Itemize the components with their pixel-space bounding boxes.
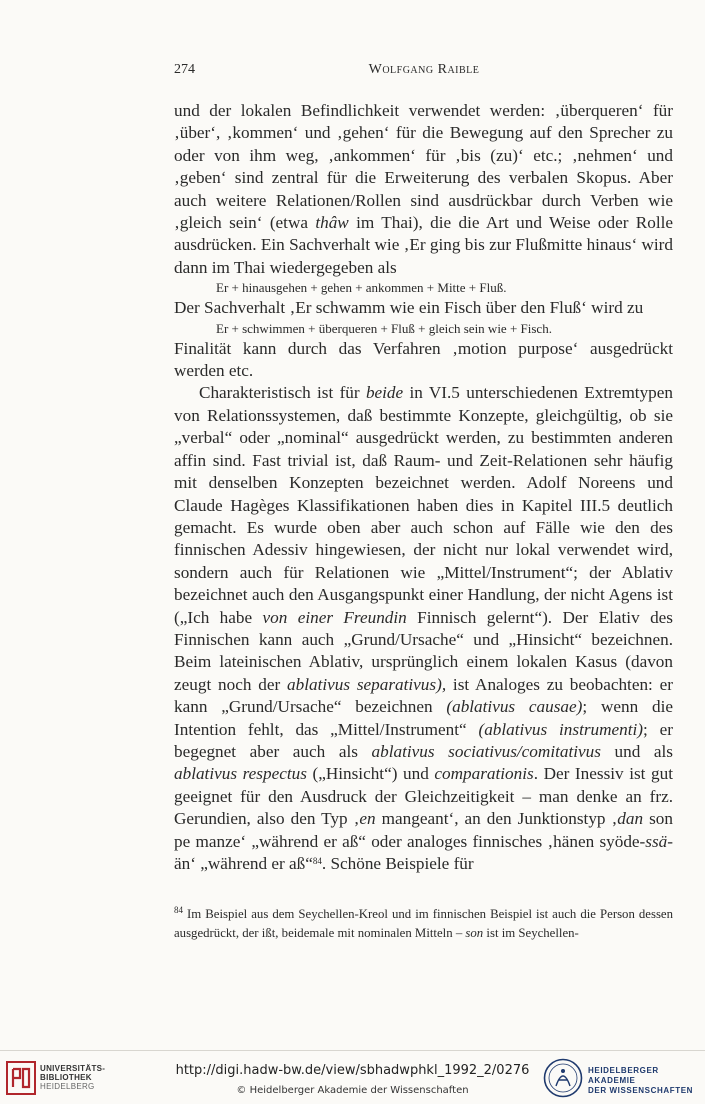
body-text — [174, 100, 673, 875]
running-head-author: Wolfgang Raible — [368, 62, 480, 77]
italic-text: dan — [617, 809, 644, 829]
text-run: mangeant‘, an den Junktionstyp ‚ — [375, 809, 618, 829]
italic-text: ablativus sociativus/comitativus — [371, 741, 601, 761]
academy-name-line-2: DER WISSENSCHAFTEN — [588, 1086, 694, 1095]
example-sentence-2: Er + schwimmen + überqueren + Fluß + gleich sein wie + Fisch. — [216, 320, 552, 336]
paragraph-1 — [174, 100, 673, 279]
italic-text: (ablativus instrumenti) — [478, 719, 644, 739]
page-number: 274 — [174, 62, 195, 77]
digitization-footer — [0, 1050, 705, 1104]
running-head — [174, 62, 674, 82]
italic-text: comparationis — [434, 764, 534, 784]
text-run: in VI.5 unterschiedenen Extremtypen von Relationssystemen, daß bestimmte Konzepte, gleichgültig, ob sie „verbal“ oder „nominal“ ausgedrückt werden, zu bestimmten anderen affin sind. Fast trivial ist, daß Raum- und Zeit-Relationen sehr häufig mit denselben Konzepten bezeichnet werden. Adolf Noreens und Claude Hagèges Klassifikationen haben dies in Kapitel III.5 deutlich gemacht. Es wurde oben aber auch schon auf Fälle wie den des finnischen Adessiv hingewiesen, der nicht nur lokal verwendet wird, sondern auch für Relationen wie „Mittel/Instrument“; der Ablativ bezeichnet auch den Ausgangspunkt einer Handlung, der nicht Agens ist („Ich habe — [174, 383, 673, 627]
academy-seal-icon — [543, 1058, 583, 1098]
text-run: Charakteristisch ist für — [199, 383, 366, 403]
text-run: und als — [600, 741, 673, 761]
footnote-marker: 84 — [174, 905, 183, 915]
library-name-line-3: HEIDELBERG — [40, 1082, 95, 1091]
library-name-line-2: BIBLIOTHEK — [40, 1073, 92, 1082]
italic-text: beide — [365, 383, 404, 403]
text-run: Finnisch gelernt“). Der Elativ des Finnischen kann auch „Grund/Ursache“ und „Hinsicht“ bezeichnen. Beim lateinischen Ablativ, ursprünglich einem lokalen Kasus (davon zeugt noch der — [174, 607, 673, 694]
permalink-url[interactable]: http://digi.hadw-bw.de/view/sbhadwphkl_1992_2/0276 — [175, 1063, 530, 1078]
paragraph-2: Der Sachverhalt ‚Er schwamm wie ein Fisch über den Fluß‘ wird zu — [174, 298, 644, 318]
text-run: . Der Inessiv ist gut geeignet für den Ausdruck der Gleichzeitigkeit – man denke an frz. Gerundien, also den Typ ‚ — [174, 764, 674, 829]
text-run: . Schöne Beispiele für — [321, 854, 474, 873]
paragraph-3: Finalität kann durch das Verfahren ‚motion purpose‘ ausgedrückt werden etc. — [174, 338, 673, 381]
text-run: ist im Seychellen- — [483, 925, 579, 940]
text-run: son pe manze‘ „während er aß“ oder analoges finnisches ‚hänen syöde- — [174, 809, 673, 851]
paragraph-4 — [174, 382, 673, 875]
text-run: im Thai), die die Art und Weise oder Rolle ausdrücken. Ein Sachverhalt wie ‚Er ging bis zur Flußmitte hinaus‘ wird dann im Thai wiedergegeben als — [174, 213, 673, 277]
footnote-84 — [174, 905, 673, 942]
text-run: ist Analoges zu beobachten: er kann „Grund/Ursache“ bezeichnen — [174, 674, 673, 717]
academy-name — [588, 1066, 705, 1096]
academy-name-line-1: HEIDELBERGER AKADEMIE — [588, 1066, 659, 1085]
italic-text: son — [465, 925, 484, 940]
text-run: Im Beispiel aus dem Seychellen-Kreol und im finnischen Beispiel ist auch die Person dessen ausgedrückt, der ißt, beidemale mit nominalen Mitteln – — [174, 907, 673, 940]
italic-text: en — [359, 809, 376, 829]
italic-text: ablativus respectus — [174, 764, 307, 784]
italic-text: (ablativus causae) — [446, 697, 583, 717]
italic-text: ablativus separativus), — [287, 674, 447, 694]
text-run: ; wenn die Intention fehlt, das „Mittel/Instrument“ — [174, 697, 673, 739]
text-run: -än‘ „während er aß“ — [174, 831, 673, 873]
text-run: ; er begegnet aber auch als — [174, 719, 673, 761]
italic-text: ssä — [645, 831, 668, 851]
text-run: und der lokalen Befindlichkeit verwendet werden: ‚überqueren‘ für ‚über‘, ‚kommen‘ und ‚gehen‘ für die Bewegung auf den Sprecher zu oder von ihm weg, ‚ankommen‘ für ‚bis (zu)‘ etc.; ‚nehmen‘ und ‚geben‘ sind zentral für die Erweiterung des verbalen Skopus. Aber auch weitere Relationen/Rollen sind ausdrückbar durch Verben wie ‚gleich sein‘ (etwa — [174, 101, 673, 233]
footnote-text — [174, 907, 673, 940]
example-sentence-1: Er + hinausgehen + gehen + ankommen + Mitte + Fluß. — [216, 280, 507, 296]
library-name-line-1: UNIVERSITÄTS- — [40, 1064, 106, 1073]
italic-text: von einer Freundin — [262, 607, 407, 627]
text-run: („Hinsicht“) und — [306, 764, 435, 784]
italic-text: thâw — [315, 213, 349, 233]
footnote-reference: 84 — [312, 856, 322, 866]
copyright-notice: © Heidelberger Akademie der Wissenschaften — [236, 1085, 469, 1096]
